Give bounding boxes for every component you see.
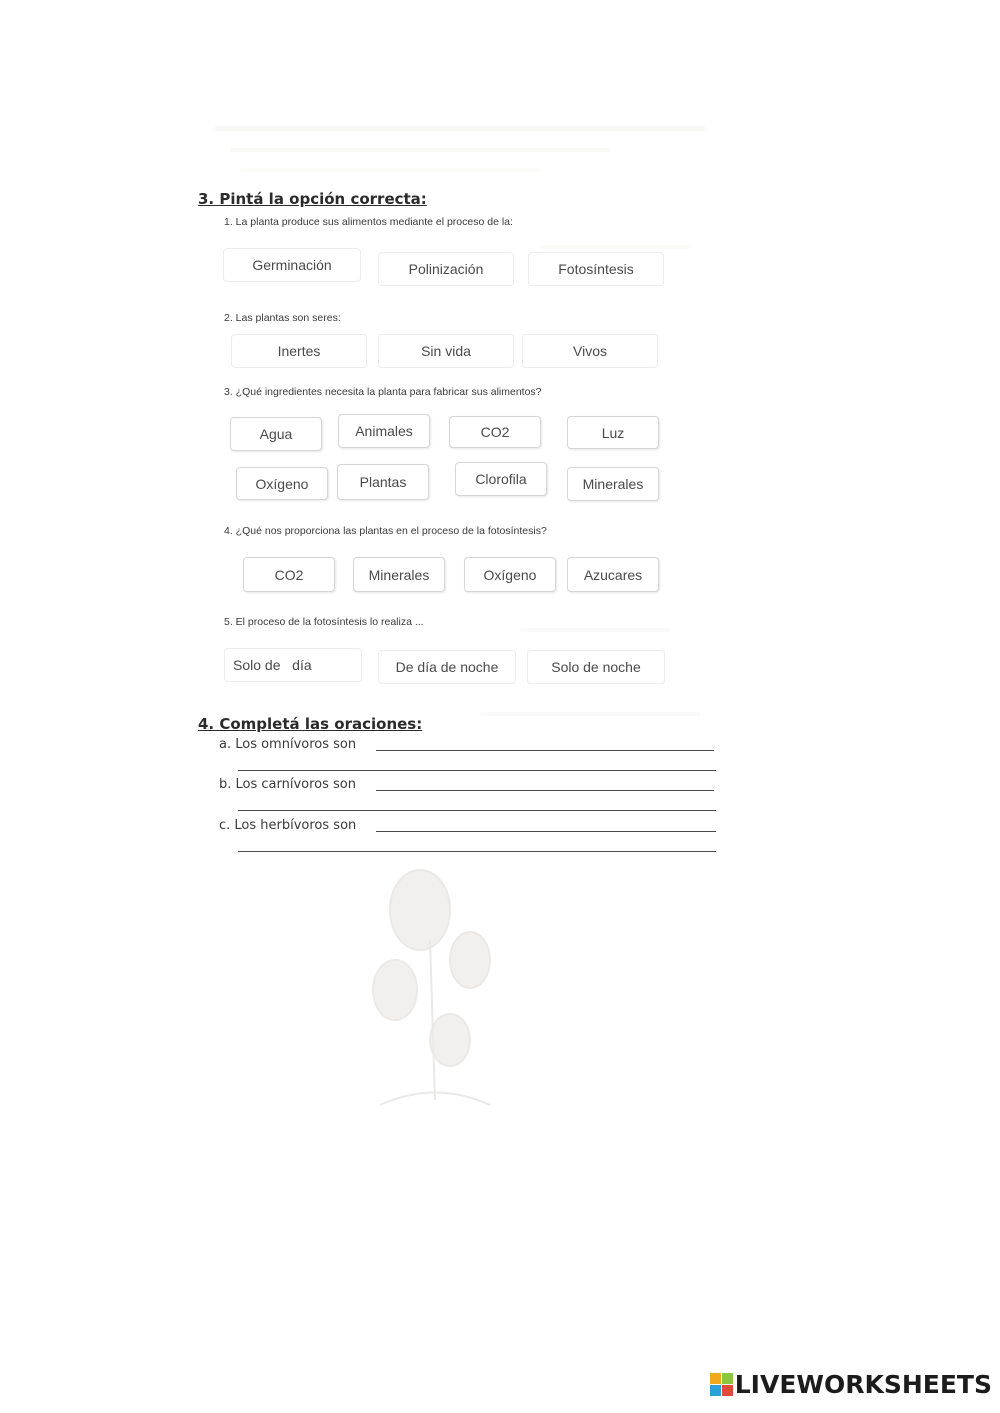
q1-option-fotosintesis[interactable]: Fotosíntesis (528, 252, 664, 286)
q3-option-agua[interactable]: Agua (230, 417, 322, 451)
q2-option-inertes[interactable]: Inertes (231, 334, 367, 368)
q5-option-de-dia-de-noche[interactable]: De día de noche (378, 650, 516, 684)
bleed-through-mark (480, 712, 700, 716)
q3-option-co2[interactable]: CO2 (449, 416, 541, 448)
logo-square (722, 1373, 733, 1384)
logo-square (722, 1385, 733, 1396)
logo-square (710, 1373, 721, 1384)
sentence-b-prefix: b. Los carnívoros son (219, 777, 357, 792)
bleed-through-mark (240, 168, 540, 172)
sentence-c-answer-input[interactable] (376, 815, 716, 831)
q4-option-azucares[interactable]: Azucares (567, 557, 659, 592)
sentence-c-prefix: c. Los herbívoros son (219, 818, 357, 833)
sentence-a-underline (376, 750, 714, 751)
sentence-b-underline (376, 790, 714, 791)
sentence-a-continuation-line (238, 770, 716, 771)
plant-bleed-through-illustration (320, 850, 550, 1130)
question-4-text: 4. ¿Qué nos proporciona las plantas en el proceso de la fotosíntesis? (224, 525, 547, 537)
q3-option-animales[interactable]: Animales (338, 414, 430, 448)
q3-option-oxigeno[interactable]: Oxígeno (236, 467, 328, 500)
question-1-text: 1. La planta produce sus alimentos mediante el proceso de la: (224, 216, 513, 228)
q4-option-minerales[interactable]: Minerales (353, 557, 445, 592)
sentence-a-prefix: a. Los omnívoros son (219, 737, 357, 752)
q2-option-sin-vida[interactable]: Sin vida (378, 334, 514, 368)
sentence-b-answer-input[interactable] (376, 774, 714, 790)
bleed-through-mark (540, 245, 690, 249)
q3-option-minerales[interactable]: Minerales (567, 467, 659, 501)
question-2-text: 2. Las plantas son seres: (224, 312, 341, 324)
q2-option-vivos[interactable]: Vivos (522, 334, 658, 368)
section-3-title: 3. Pintá la opción correcta: (198, 190, 427, 208)
bleed-through-mark (215, 126, 705, 131)
bleed-through-mark (230, 148, 610, 152)
question-5-text: 5. El proceso de la fotosíntesis lo realiza ... (224, 616, 424, 628)
q3-option-plantas[interactable]: Plantas (337, 464, 429, 500)
q4-option-co2[interactable]: CO2 (243, 557, 335, 592)
liveworksheets-logo (710, 1370, 992, 1399)
q3-option-clorofila[interactable]: Clorofila (455, 462, 547, 496)
sentence-c-continuation-line (238, 851, 716, 852)
q4-option-oxigeno[interactable]: Oxígeno (464, 557, 556, 592)
liveworksheets-brand-text: LIVEWORKSHEETS (734, 1370, 992, 1399)
logo-square (710, 1385, 721, 1396)
sentence-b-continuation-line (238, 810, 716, 811)
question-3-text: 3. ¿Qué ingredientes necesita la planta para fabricar sus alimentos? (224, 386, 542, 398)
q1-option-germinacion[interactable]: Germinación (223, 248, 361, 282)
sentence-c-underline (376, 831, 716, 832)
q3-option-luz[interactable]: Luz (567, 416, 659, 449)
sentence-a-answer-input[interactable] (376, 734, 714, 750)
bleed-through-mark (520, 628, 670, 632)
liveworksheets-logo-icon (710, 1373, 733, 1396)
q5-option-solo-de-noche[interactable]: Solo de noche (527, 650, 665, 684)
q1-option-polinizacion[interactable]: Polinización (378, 252, 514, 286)
q5-option-solo-de-dia[interactable]: Solo de día (224, 648, 362, 682)
section-4-title: 4. Completá las oraciones: (198, 715, 423, 733)
